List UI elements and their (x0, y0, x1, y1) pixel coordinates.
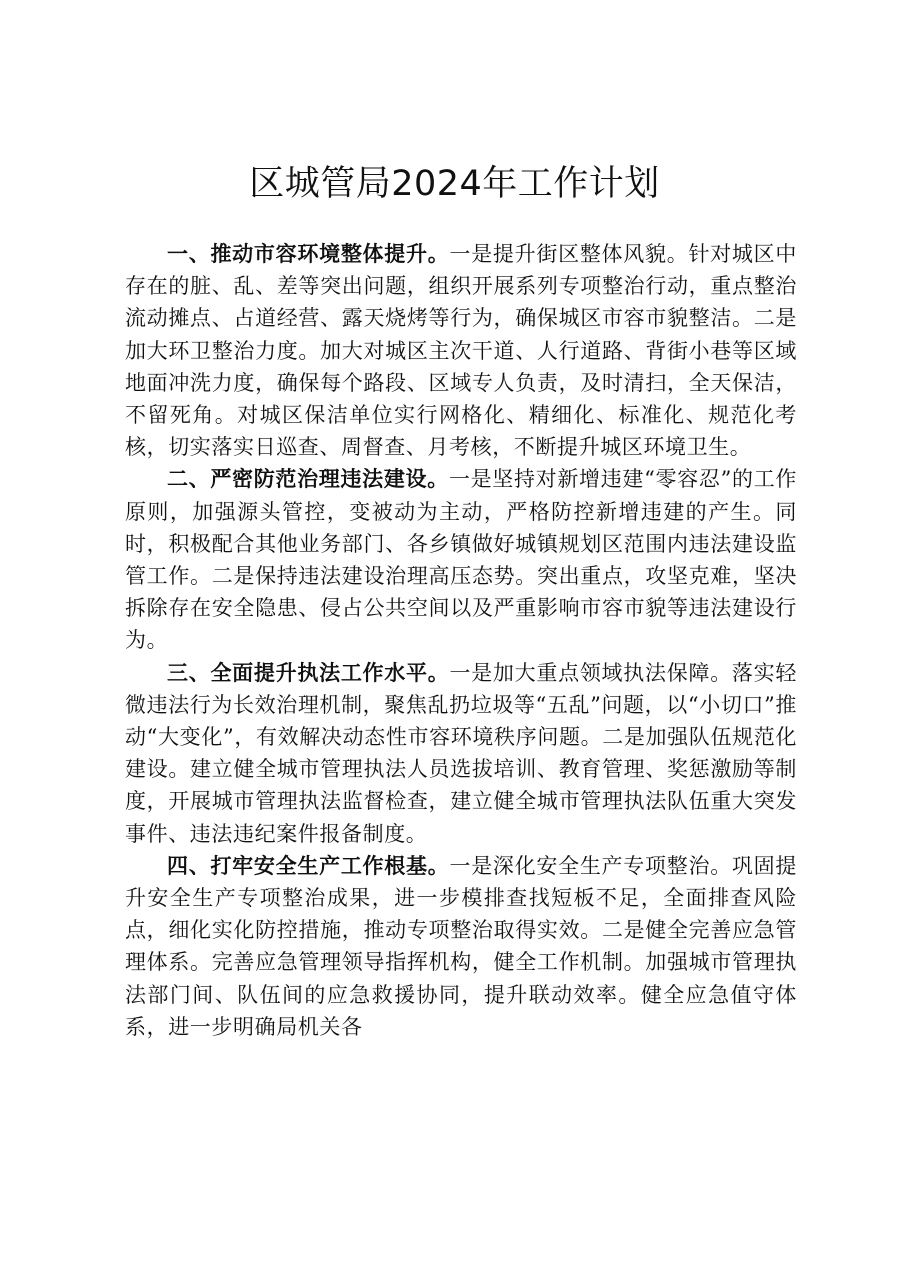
document-body (125, 238, 797, 1043)
paragraph-1-text: 一是提升街区整体风貌。针对城区中存在的脏、乱、差等突出问题，组织开展系列专项整治行动，重点整治流动摊点、占道经营、露天烧烤等行为，确保城区市容市貌整洁。二是加大环卫整治力度。加大对城区主次干道、人行道路、背街小巷等区域地面冲洗力度，确保每个路段、区域专人负责，及时清扫，全天保洁，不留死角。对城区保洁单位实行网格化、精细化、标准化、规范化考核，切实落实日巡查、周督查、月考核，不断提升城区环境卫生。 (125, 242, 797, 460)
paragraph-3-text: 一是加大重点领域执法保障。落实轻微违法行为长效治理机制，聚焦乱扔垃圾等“五乱”问题，以“小切口”推动“大变化”，有效解决动态性市容环境秩序问题。二是加强队伍规范化建设。建立健全城市管理执法人员选拔培训、教育管理、奖惩激励等制度，开展城市管理执法监督检查，建立健全城市管理执法队伍重大突发事件、违法违纪案件报备制度。 (125, 660, 797, 846)
paragraph-4-heading: 四、打牢安全生产工作根基。 (167, 853, 450, 878)
paragraph-3-heading: 三、全面提升执法工作水平。 (167, 660, 450, 685)
paragraph-2-heading: 二、严密防范治理违法建设。 (167, 467, 449, 492)
paragraph-1-heading: 一、推动市容环境整体提升。 (167, 242, 450, 266)
document-title: 区城管局2024年工作计划 (249, 164, 660, 204)
paragraph-2 (125, 463, 797, 656)
paragraph-3 (125, 657, 797, 850)
paragraph-1 (125, 238, 797, 463)
paragraph-2-text: 一是坚持对新增违建“零容忍”的工作原则，加强源头管控，变被动为主动，严格防控新增违建的产生。同时，积极配合其他业务部门、各乡镇做好城镇规划区范围内违法建设监管工作。二是保持违法建设治理高压态势。突出重点，攻坚克难，坚决拆除存在安全隐患、侵占公共空间以及严重影响市容市貌等违法建设行为。 (125, 467, 797, 653)
paragraph-4-text: 一是深化安全生产专项整治。巩固提升安全生产专项整治成果，进一步模排查找短板不足，全面排查风险点，细化实化防控措施，推动专项整治取得实效。二是健全完善应急管理体系。完善应急管理领导指挥机构，健全工作机制。加强城市管理执法部门间、队伍间的应急救援协同，提升联动效率。健全应急值守体系，进一步明确局机关各 (125, 853, 797, 1039)
paragraph-4 (125, 850, 797, 1043)
